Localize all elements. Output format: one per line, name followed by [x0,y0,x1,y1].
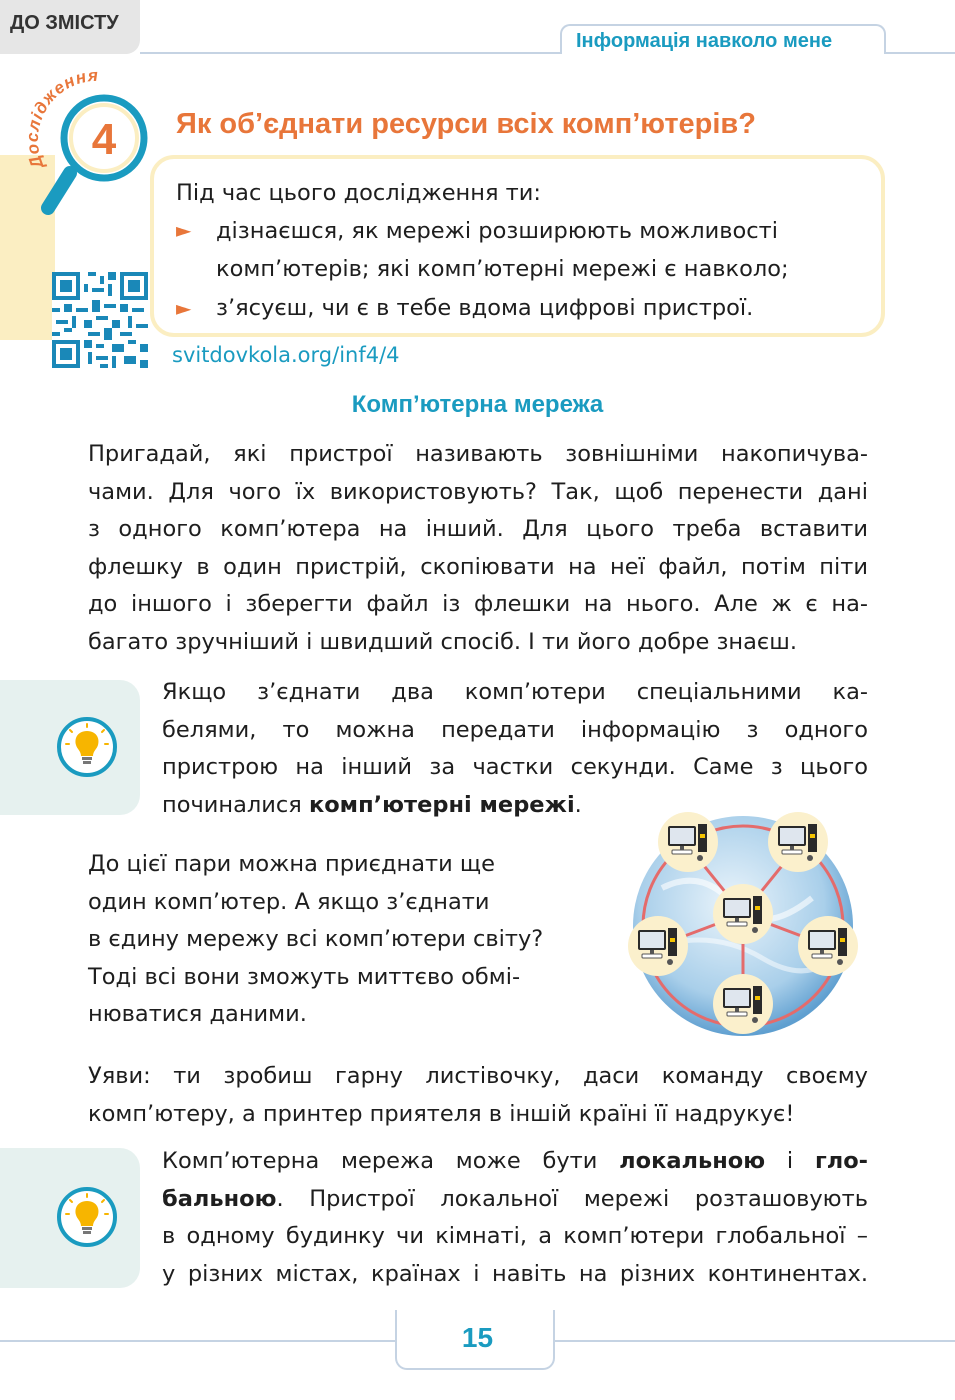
bullet-1-line-2: комп’ютерів; які комп’ютерні мережі є навколо; [216,256,789,282]
intro-lead: Під час цього дослідження ти: [176,180,541,206]
paragraph-line: Уяви: ти зробиш гарну листівочку, даси команду своєму [88,1063,868,1089]
paragraph-line: комп’ютеру, а принтер приятеля в іншій країні її надрукує! [88,1100,795,1127]
term-computer-networks: комп’ютерні мережі [308,791,575,818]
lightbulb-icon [56,716,118,778]
term-local: локальною [619,1148,766,1174]
bullet-arrow-icon: ► [176,296,192,320]
paragraph-line: з одного комп’ютера на інший. Для цього треба вставити [88,516,868,542]
note-text: починалися [162,791,309,818]
paragraph-line: багато зручніший і швидший спосіб. І ти його добре знаєш. [88,628,797,655]
note-line [162,1181,868,1219]
chapter-title: Інформація навколо мене [576,30,833,52]
bullet-arrow-icon: ► [176,218,192,242]
paragraph-line: Пригадай, які пристрої називають зовнішніми накопичува- [88,441,868,467]
bullet-2-line-1: з’ясуєш, чи є в тебе вдома цифрові пристрої. [216,295,754,321]
note-1 [162,674,868,824]
note-line: в одному будинку чи кімнаті, а комп’ютери глобальної – [162,1223,868,1249]
note-line: белями, то можна передати інформацію з одного [162,716,868,743]
header-rule-right [886,52,955,54]
toc-label: ДО ЗМІСТУ [10,12,119,34]
badge-number: 4 [91,115,117,164]
note-line: Якщо з’єднати два комп’ютери спеціальними ка- [162,679,868,705]
toc-button[interactable] [0,0,140,54]
paragraph-line: чами. Для чого їх використовують? Так, щоб перенести дані [88,478,868,505]
computer-icon [713,884,773,944]
paragraph-line: Тоді всі вони зможуть миттєво обмі- [88,963,521,990]
paragraph-line: один комп’ютер. А якщо з’єднати [88,888,490,915]
bullet-1-line-1: дізнаєшся, як мережі розширюють можливості [216,218,778,244]
qr-link[interactable]: svitdovkola.org/inf4/4 [172,343,400,367]
lightbulb-icon [56,1186,118,1248]
note-2 [162,1143,868,1293]
computer-icon [713,974,773,1034]
paragraph-line: До цієї пари можна приєднати ще [88,851,495,877]
paragraph-line: до іншого і зберегти файл із флешки на нього. Але ж є на- [88,591,868,617]
note-line: у різних містах, країнах і навіть на різних континентах. [162,1260,868,1287]
note-text: Комп’ютерна мережа може бути [162,1148,620,1174]
note-text: і [765,1148,815,1174]
computer-icon [768,812,828,872]
computer-icon [798,916,858,976]
page-number: 15 [461,1322,494,1353]
note-text: . [574,791,582,818]
qr-code-icon[interactable] [52,272,148,368]
section-title: Як об’єднати ресурси всіх комп’ютерів? [176,108,756,140]
badge-label: Дослідження [22,65,100,172]
paragraph-2 [88,846,608,1034]
network-illustration [612,808,874,1038]
paragraph-1 [88,436,868,661]
paragraph-3 [88,1058,868,1133]
computer-icon [628,916,688,976]
term-global: бальною [162,1185,277,1212]
note-line: пристрою на інший за частки секунди. Саме з цього [162,754,868,780]
note-line [162,1143,868,1181]
term-global: гло- [814,1148,868,1174]
paragraph-line: в єдину мережу всі комп’ютери світу? [88,926,544,952]
paragraph-line: флешку в один пристрій, скопіювати на неї файл, потім піти [88,553,868,580]
paragraph-line: нюватися даними. [88,1001,307,1027]
computer-icon [658,812,718,872]
subheading: Комп’ютерна мережа [351,391,604,418]
note-text: . Пристрої локальної мережі розташовують [276,1185,868,1212]
